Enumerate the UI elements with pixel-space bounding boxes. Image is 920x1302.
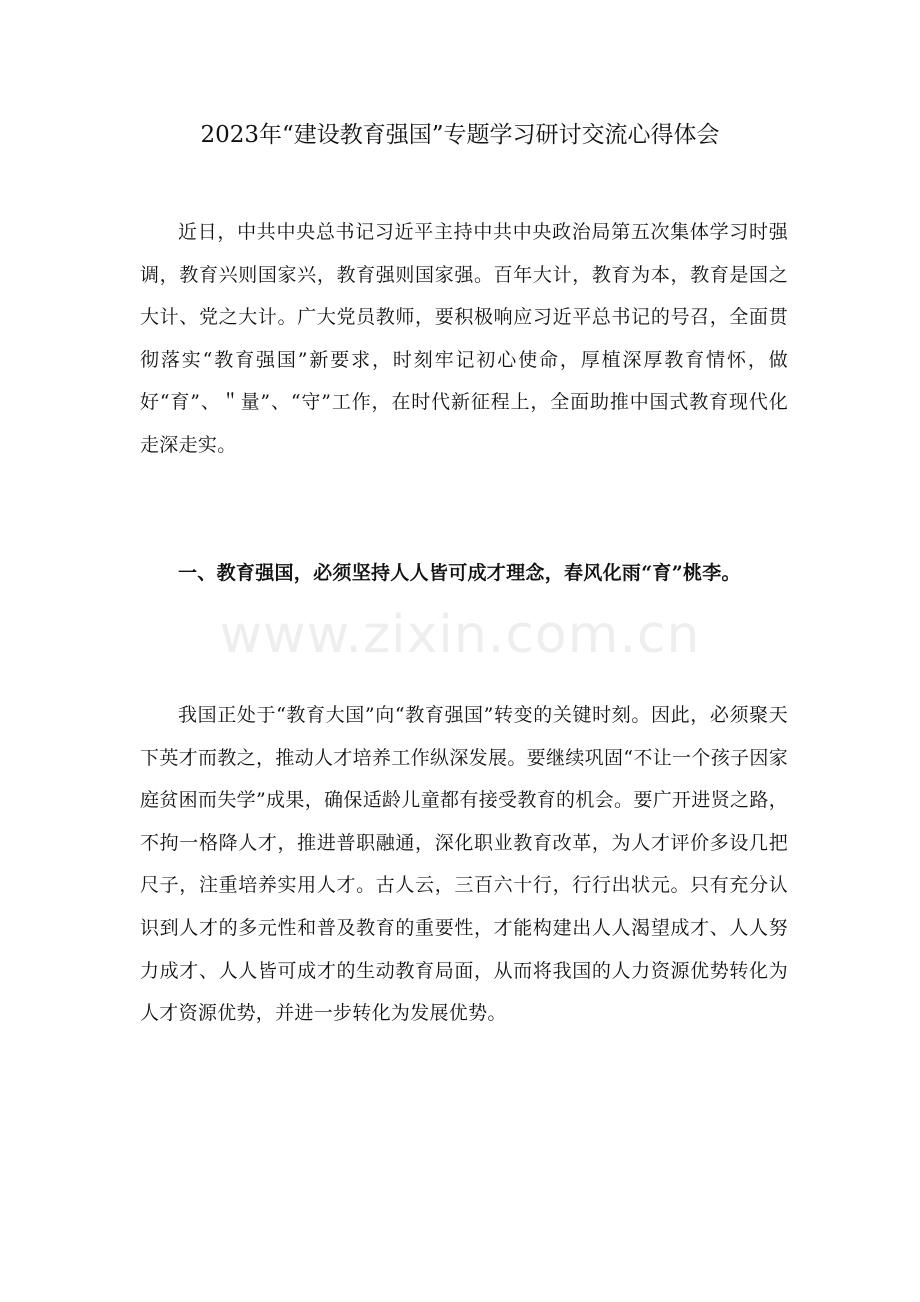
section-1-paragraph: 我国正处于“教育大国”向“教育强国”转变的关键时刻。因此，必须聚天下英才而教之，推动人才培养工作纵深发展。要继续巩固“不让一个孩子因家庭贫困而失学”成果，确保适龄儿童都有接受教育的机会。要广开进贤之路，不拘一格降人才，推进普职融通，深化职业教育改革，为人才评价多设几把尺子，注重培养实用人才。古人云，三百六十行，行行出状元。只有充分认识到人才的多元性和普及教育的重要性，才能构建出人人渴望成才、人人努力成才、人人皆可成才的生动教育局面，从而将我国的人力资源优势转化为人才资源优势，并进一步转化为发展优势。	[140, 704, 788, 1025]
watermark: www.zixin.com.cn	[219, 605, 701, 665]
intro-paragraph: 近日，中共中央总书记习近平主持中共中央政治局第五次集体学习时强调，教育兴则国家兴，教育强则国家强。百年大计，教育为本，教育是国之大计、党之大计。广大党员教师，要积极响应习近平总书记的号召，全面贯彻落实“教育强国”新要求，时刻牢记初心使命，厚植深厚教育情怀，做好“育”、＂量”、“守”工作，在时代新征程上，全面助推中国式教育现代化走深走实。	[140, 221, 788, 456]
section-heading-1: 一、教育强国，必须坚持人人皆可成才理念，春风化雨“育”桃李。	[178, 562, 741, 584]
document-title: 2023年“建设教育强国”专题学习研讨交流心得体会	[200, 122, 720, 148]
